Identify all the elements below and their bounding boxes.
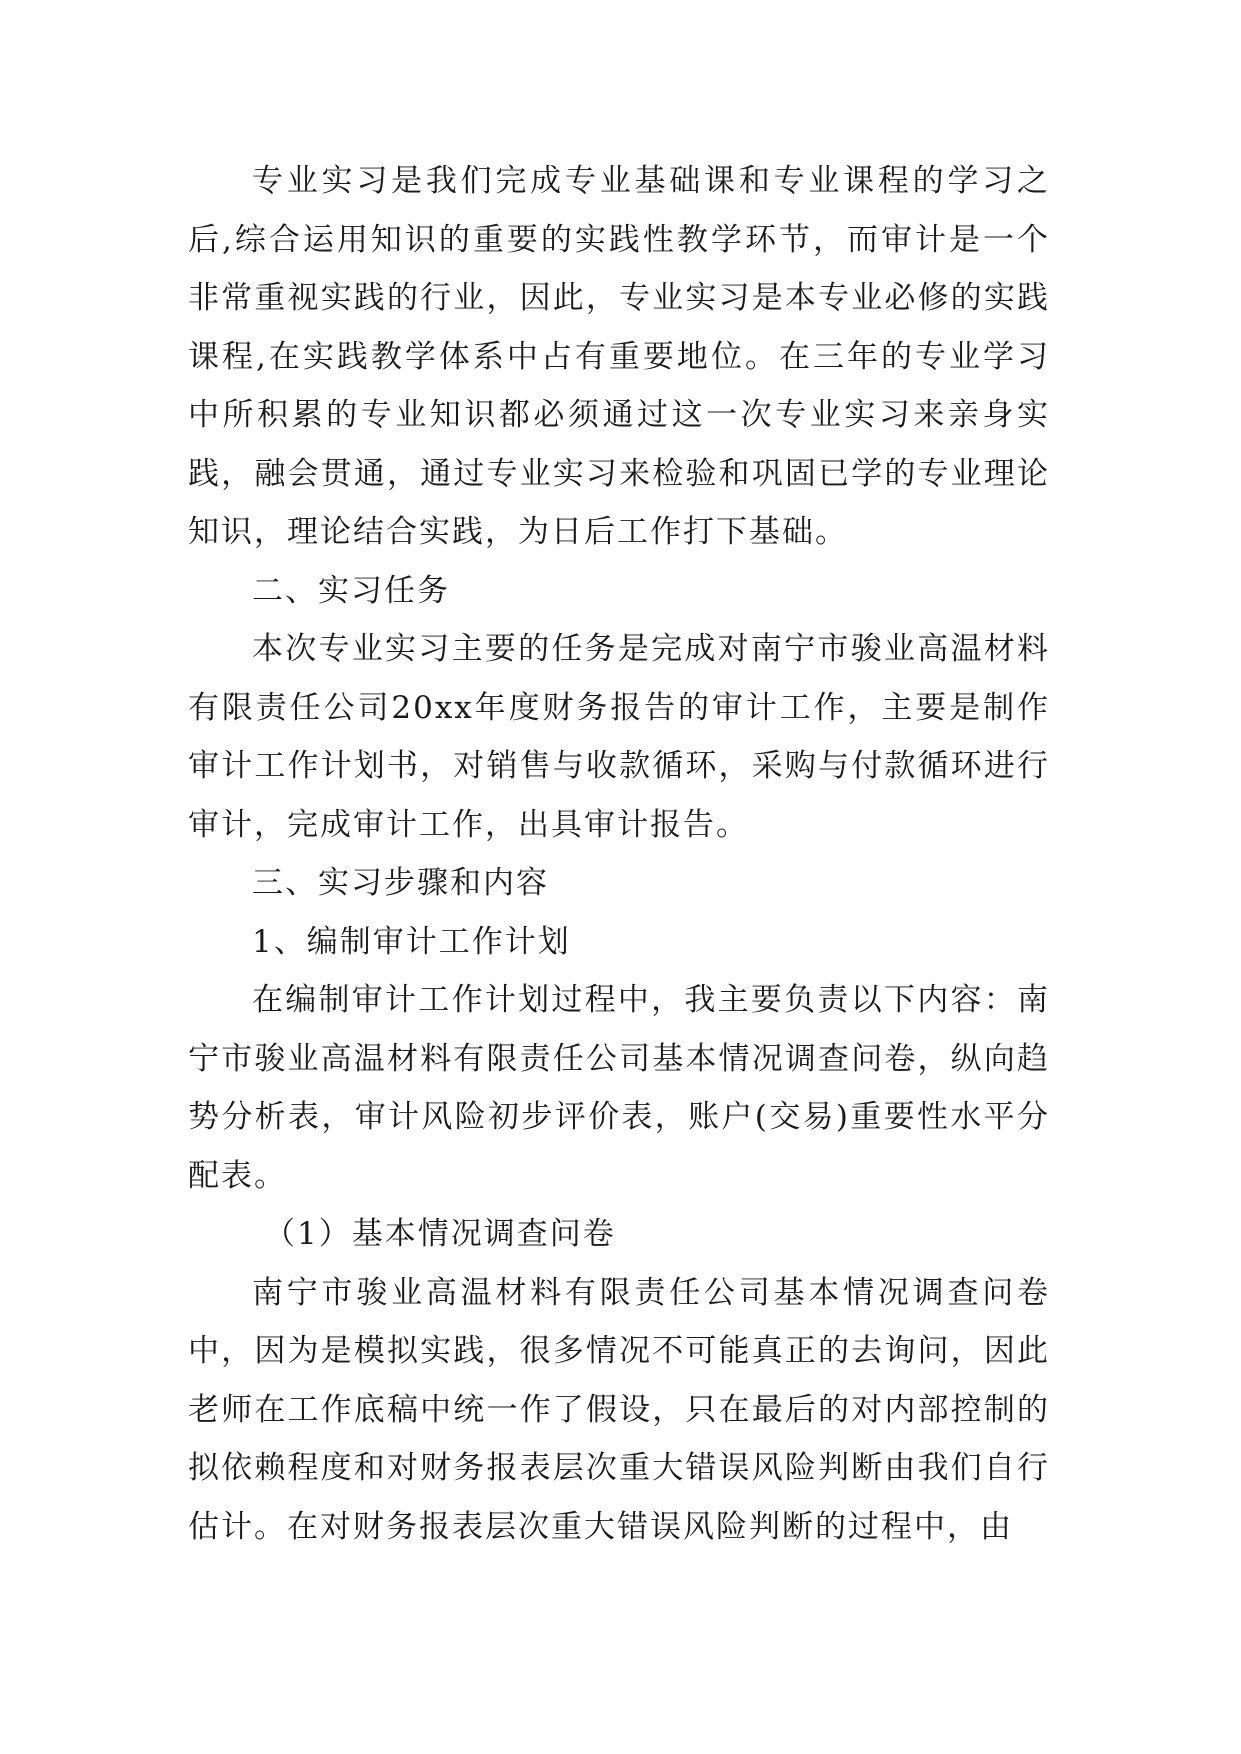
- section-heading-internship-tasks: 二、实习任务: [252, 572, 450, 609]
- paragraph-survey-questionnaire: 南宁市骏业高温材料有限责任公司基本情况调查问卷中，因为是模拟实践，很多情况不可能真正的去询问，因此老师在工作底稿中统一作了假设，只在最后的对内部控制的拟依赖程度和对财务报表层次重大错误风险判断由我们自行估计。在对财务报表层次重大错误风险判断的过程中，由: [188, 1274, 1050, 1545]
- document-body: [188, 152, 1050, 1556]
- paragraph-audit-plan: 在编制审计工作计划过程中，我主要负责以下内容：南宁市骏业高温材料有限责任公司基本情况调查问卷，纵向趋势分析表，审计风险初步评价表，账户(交易)重要性水平分配表。: [188, 982, 1050, 1194]
- subheading-audit-plan: 1、编制审计工作计划: [252, 923, 571, 960]
- section-heading-steps-and-content: 三、实习步骤和内容: [252, 865, 549, 901]
- paragraph-internship-tasks: 本次专业实习主要的任务是完成对南宁市骏业高温材料有限责任公司20xx年度财务报告的审计工作，主要是制作审计工作计划书，对销售与收款循环，采购与付款循环进行审计，完成审计工作，出具审计报告。: [188, 631, 1050, 843]
- subheading-survey-questionnaire: （1）基本情况调查问卷: [264, 1216, 616, 1252]
- paragraph-internship-purpose: 专业实习是我们完成专业基础课和专业课程的学习之后,综合运用知识的重要的实践性教学环节，而审计是一个非常重视实践的行业，因此，专业实习是本专业必修的实践课程,在实践教学体系中占有重要地位。在三年的专业学习中所积累的专业知识都必须通过这一次专业实习来亲身实践，融会贯通，通过专业实习来检验和巩固已学的专业理论知识，理论结合实践，为日后工作打下基础。: [188, 163, 1050, 550]
